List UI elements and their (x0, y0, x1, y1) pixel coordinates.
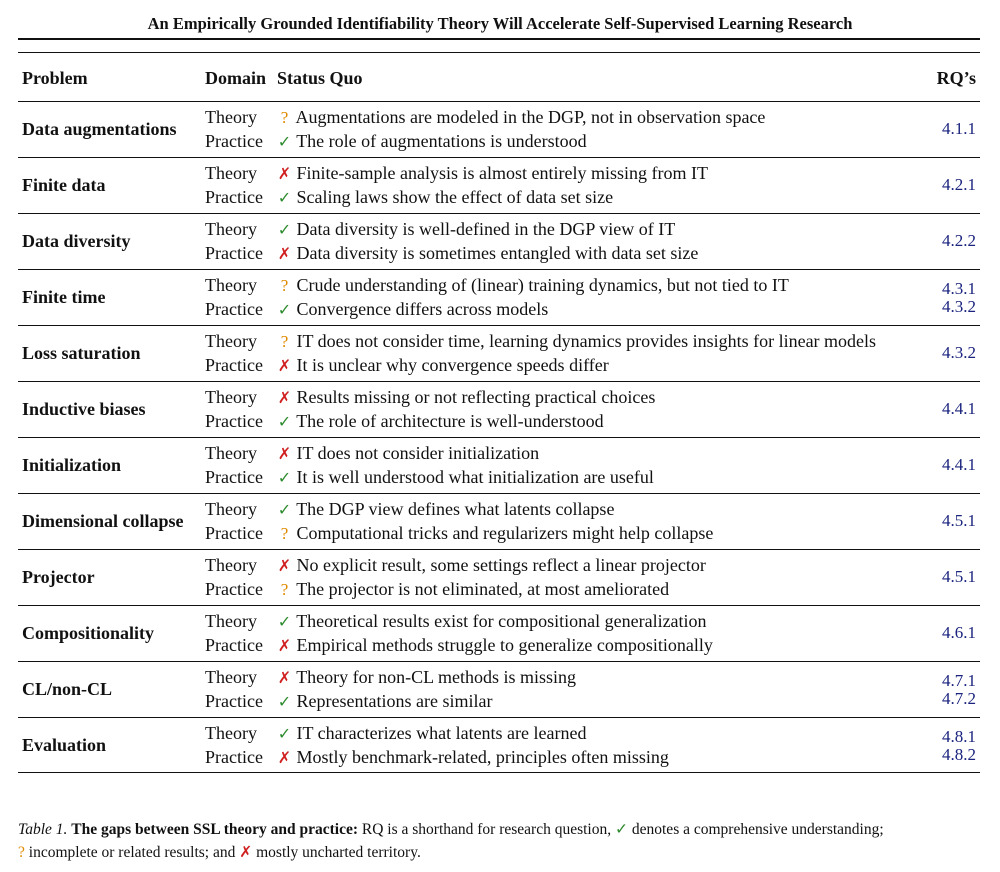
cross-icon: ✗ (277, 444, 292, 463)
problem-label: Initialization (22, 455, 122, 475)
table-row (18, 157, 980, 213)
cross-icon: ✗ (277, 388, 292, 407)
table-row (18, 325, 980, 381)
problem-label: Loss saturation (22, 343, 141, 363)
domain-label: Practice (205, 355, 263, 375)
theory-line (205, 555, 706, 576)
problem-label: Projector (22, 567, 95, 587)
rq-cell (942, 176, 976, 194)
rq-link[interactable]: 4.5.1 (942, 567, 976, 586)
status-text: Empirical methods struggle to generalize compositionally (296, 635, 713, 655)
problem-label: Data diversity (22, 231, 131, 251)
partial-icon: ? (280, 524, 289, 543)
rq-link[interactable]: 4.3.2 (942, 343, 976, 362)
table-row (18, 605, 980, 661)
partial-icon: ? (280, 332, 289, 351)
theory-line (205, 387, 655, 408)
top-rule-thin (18, 52, 980, 53)
rq-link[interactable]: 4.3.1 (942, 279, 976, 298)
domain-label: Practice (205, 243, 263, 263)
status-text: Computational tricks and regularizers might help collapse (296, 523, 714, 543)
status-text: IT does not consider time, learning dynamics provides insights for linear models (296, 331, 877, 351)
domain-label: Theory (205, 723, 257, 743)
rq-cell (942, 512, 976, 530)
table-row (18, 213, 980, 269)
status-text: Convergence differs across models (296, 299, 549, 319)
cross-icon: ✗ (277, 668, 292, 687)
check-icon: ✓ (277, 412, 292, 431)
domain-label: Practice (205, 411, 263, 431)
table-row (18, 661, 980, 717)
domain-label: Practice (205, 691, 263, 711)
theory-line (205, 219, 675, 240)
status-text: The projector is not eliminated, at most ameliorated (296, 579, 670, 599)
rq-link[interactable]: 4.2.1 (942, 175, 976, 194)
partial-icon: ? (18, 844, 25, 861)
caption-part3: incomplete or related results; and (28, 844, 236, 861)
table-row (18, 549, 980, 605)
check-icon: ✓ (615, 820, 628, 838)
rq-link[interactable]: 4.7.2 (942, 689, 976, 708)
partial-icon: ? (280, 580, 289, 599)
status-text: No explicit result, some settings reflect a linear projector (296, 555, 706, 575)
status-text: Crude understanding of (linear) training dynamics, but not tied to IT (296, 275, 789, 295)
cross-icon: ✗ (277, 356, 292, 375)
rq-link[interactable]: 4.8.2 (942, 745, 976, 764)
status-text: IT does not consider initialization (296, 443, 540, 463)
domain-label: Theory (205, 275, 257, 295)
status-text: The role of architecture is well-understood (296, 411, 604, 431)
theory-line (205, 107, 765, 128)
domain-label: Practice (205, 747, 263, 767)
table-row (18, 437, 980, 493)
cross-icon: ✗ (277, 244, 292, 263)
status-text: Representations are similar (296, 691, 493, 711)
theory-line (205, 499, 614, 520)
domain-label: Practice (205, 523, 263, 543)
status-text: The role of augmentations is understood (296, 131, 587, 151)
header-status: Status Quo (277, 68, 363, 88)
theory-line (205, 331, 876, 352)
status-text: Scaling laws show the effect of data set size (296, 187, 614, 207)
table-row (18, 493, 980, 549)
status-text: It is well understood what initialization are useful (296, 467, 654, 487)
domain-label: Theory (205, 555, 257, 575)
domain-label: Practice (205, 187, 263, 207)
check-icon: ✓ (277, 132, 292, 151)
problem-label: CL/non-CL (22, 679, 113, 699)
rq-link[interactable]: 4.7.1 (942, 671, 976, 690)
domain-label: Practice (205, 579, 263, 599)
practice-line (205, 243, 698, 264)
page-title: An Empirically Grounded Identifiability Theory Will Accelerate Self-Supervised Learning Research (147, 14, 853, 33)
rq-cell (942, 728, 976, 764)
rq-cell (942, 280, 976, 316)
cross-icon: ✗ (277, 636, 292, 655)
header-problem: Problem (22, 68, 88, 88)
practice-line (205, 411, 604, 432)
partial-icon: ? (280, 108, 289, 127)
check-icon: ✓ (277, 300, 292, 319)
status-text: Theoretical results exist for compositional generalization (296, 611, 707, 631)
rq-link[interactable]: 4.4.1 (942, 455, 976, 474)
domain-label: Theory (205, 443, 257, 463)
rq-cell (942, 120, 976, 138)
rq-cell (942, 232, 976, 250)
caption-part2: denotes a comprehensive understanding; (631, 821, 884, 838)
rq-cell (942, 568, 976, 586)
practice-line (205, 523, 713, 544)
status-text: Data diversity is sometimes entangled with data set size (296, 243, 699, 263)
table-row (18, 381, 980, 437)
theory-line (205, 611, 707, 632)
rq-link[interactable]: 4.4.1 (942, 399, 976, 418)
rq-link[interactable]: 4.5.1 (942, 511, 976, 530)
problem-label: Compositionality (22, 623, 155, 643)
caption-part1: RQ is a shorthand for research question, (361, 821, 612, 838)
status-text: It is unclear why convergence speeds differ (296, 355, 609, 375)
table-row (18, 269, 980, 325)
status-text: Theory for non-CL methods is missing (296, 667, 576, 687)
problem-label: Evaluation (22, 735, 107, 755)
rq-cell (942, 344, 976, 362)
caption-part4: mostly uncharted territory. (256, 844, 421, 861)
domain-label: Theory (205, 499, 257, 519)
check-icon: ✓ (277, 500, 292, 519)
header-domain: Domain (205, 68, 267, 88)
domain-label: Theory (205, 667, 257, 687)
domain-label: Theory (205, 387, 257, 407)
theory-line (205, 275, 789, 296)
partial-icon: ? (280, 276, 289, 295)
status-text: Augmentations are modeled in the DGP, not in observation space (295, 107, 766, 127)
header-rq: RQ’s (936, 68, 976, 88)
rq-link[interactable]: 4.1.1 (942, 119, 976, 138)
domain-label: Theory (205, 163, 257, 183)
theory-line (205, 163, 708, 184)
domain-label: Practice (205, 299, 263, 319)
check-icon: ✓ (277, 468, 292, 487)
practice-line (205, 579, 669, 600)
status-text: Mostly benchmark-related, principles often missing (296, 747, 669, 767)
practice-line (205, 131, 587, 152)
check-icon: ✓ (277, 612, 292, 631)
rq-cell (942, 456, 976, 474)
rq-link[interactable]: 4.6.1 (942, 623, 976, 642)
domain-label: Practice (205, 635, 263, 655)
domain-label: Practice (205, 467, 263, 487)
practice-line (205, 747, 669, 768)
practice-line (205, 691, 492, 712)
status-text: Results missing or not reflecting practical choices (296, 387, 656, 407)
cross-icon: ✗ (277, 748, 292, 767)
domain-label: Theory (205, 331, 257, 351)
problem-label: Finite time (22, 287, 106, 307)
status-text: Data diversity is well-defined in the DGP view of IT (296, 219, 676, 239)
table-body (18, 101, 980, 773)
check-icon: ✓ (277, 692, 292, 711)
practice-line (205, 467, 654, 488)
check-icon: ✓ (277, 220, 292, 239)
status-text: Finite-sample analysis is almost entirely missing from IT (296, 163, 708, 183)
cross-icon: ✗ (239, 843, 253, 861)
rq-cell (942, 672, 976, 708)
problem-label: Data augmentations (22, 119, 177, 139)
caption-label: Table 1. (18, 821, 68, 838)
rq-link[interactable]: 4.2.2 (942, 231, 976, 250)
check-icon: ✓ (277, 188, 292, 207)
practice-line (205, 635, 713, 656)
check-icon: ✓ (277, 724, 292, 743)
problem-label: Inductive biases (22, 399, 146, 419)
domain-label: Theory (205, 107, 257, 127)
table-header (18, 55, 980, 101)
table-caption (18, 818, 980, 864)
theory-line (205, 443, 539, 464)
practice-line (205, 187, 613, 208)
gaps-table (18, 55, 980, 773)
domain-label: Theory (205, 611, 257, 631)
problem-label: Dimensional collapse (22, 511, 184, 531)
rq-link[interactable]: 4.8.1 (942, 727, 976, 746)
rq-link[interactable]: 4.3.2 (942, 297, 976, 316)
table-row (18, 717, 980, 773)
caption-title: The gaps between SSL theory and practice: (71, 821, 359, 838)
status-text: The DGP view defines what latents collapse (296, 499, 615, 519)
cross-icon: ✗ (277, 164, 292, 183)
problem-label: Finite data (22, 175, 106, 195)
top-rule (18, 38, 980, 40)
theory-line (205, 667, 576, 688)
table-row (18, 101, 980, 157)
status-text: IT characterizes what latents are learned (296, 723, 587, 743)
rq-cell (942, 400, 976, 418)
rq-cell (942, 624, 976, 642)
theory-line (205, 723, 587, 744)
cross-icon: ✗ (277, 556, 292, 575)
practice-line (205, 355, 609, 376)
domain-label: Practice (205, 131, 263, 151)
domain-label: Theory (205, 219, 257, 239)
practice-line (205, 299, 548, 320)
